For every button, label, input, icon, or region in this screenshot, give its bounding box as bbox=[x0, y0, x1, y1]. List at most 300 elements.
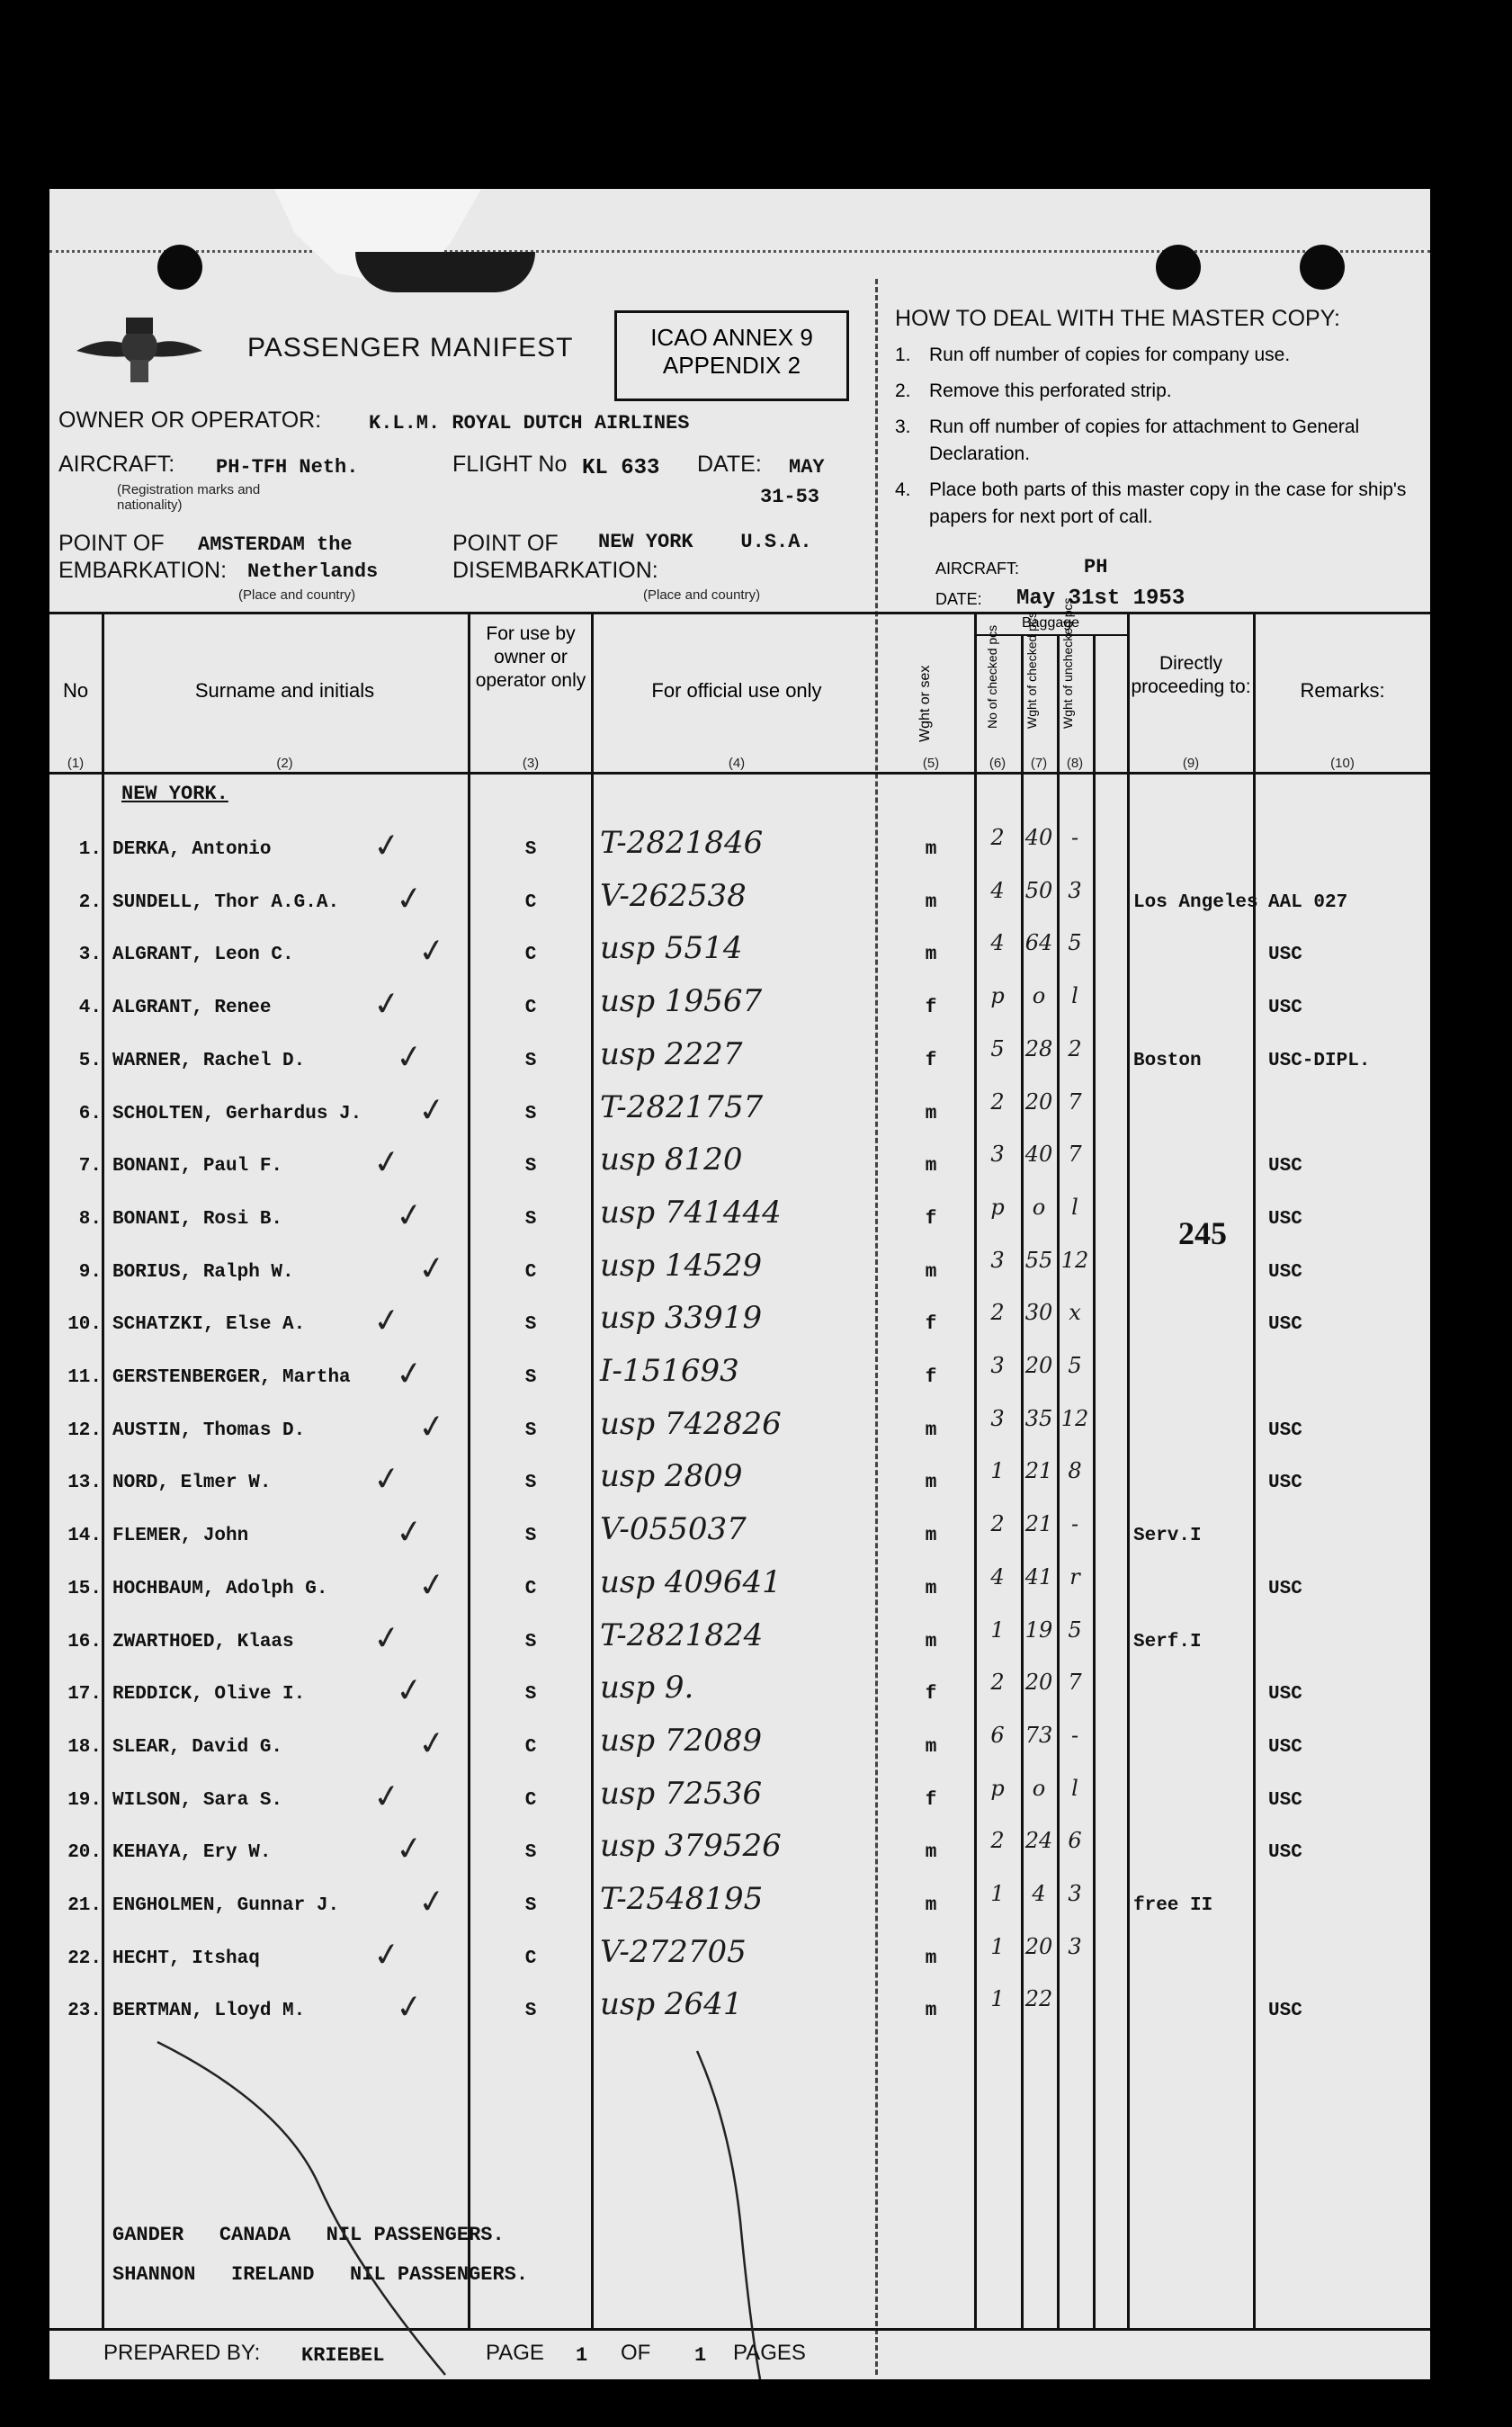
cell-name: WILSON, Sara S. bbox=[112, 1789, 283, 1811]
cell-unch: r bbox=[1069, 1563, 1080, 1590]
cell-unch: 3 bbox=[1068, 877, 1082, 903]
cell-name: BONANI, Rosi B. bbox=[112, 1208, 283, 1230]
page-label: PAGE bbox=[486, 2341, 544, 2365]
cell-use: C bbox=[524, 1948, 537, 1969]
embark-value-1: AMSTERDAM the bbox=[198, 533, 353, 556]
cell-use: S bbox=[524, 1473, 537, 1494]
cell-name: SUNDELL, Thor A.G.A. bbox=[112, 891, 340, 913]
disembark-note: (Place and country) bbox=[643, 587, 761, 603]
cell-official: I-151693 bbox=[600, 1353, 739, 1389]
cell-unch: 8 bbox=[1068, 1458, 1082, 1484]
instr-aircraft-label: AIRCRAFT: bbox=[935, 560, 1020, 578]
cell-sex: m bbox=[925, 1419, 937, 1441]
cell-use: S bbox=[524, 1314, 537, 1336]
cell-no: 18. bbox=[67, 1736, 102, 1758]
cell-wt: 21 bbox=[1024, 1458, 1053, 1484]
cell-wt: 30 bbox=[1024, 1300, 1053, 1326]
cell-sex: f bbox=[925, 1208, 937, 1230]
cell-pcs: 1 bbox=[990, 1986, 1005, 2012]
owner-label: OWNER OR OPERATOR: bbox=[58, 407, 322, 433]
table-row bbox=[49, 1088, 1430, 1149]
cell-no: 21. bbox=[67, 1895, 102, 1916]
nil-line-gander: GANDER CANADA NIL PASSENGERS. bbox=[112, 2224, 505, 2246]
punch-hole bbox=[157, 245, 202, 290]
cell-no: 2. bbox=[78, 891, 102, 913]
cell-name: NORD, Elmer W. bbox=[112, 1473, 272, 1494]
cell-sex: m bbox=[925, 1948, 937, 1969]
total-annotation: 245 bbox=[1178, 1215, 1227, 1251]
cell-dest: free II bbox=[1133, 1895, 1213, 1916]
cell-unch: 5 bbox=[1068, 930, 1082, 956]
instr-date-label: DATE: bbox=[935, 590, 982, 608]
check-mark-icon: ✓ bbox=[393, 1353, 425, 1393]
cell-name: HECHT, Itshaq bbox=[112, 1948, 260, 1969]
cell-remarks: USC bbox=[1268, 1419, 1302, 1441]
cell-official: V-272705 bbox=[600, 1933, 747, 1970]
cell-wt: 50 bbox=[1024, 877, 1053, 903]
cell-name: FLEMER, John bbox=[112, 1526, 249, 1547]
table-row bbox=[49, 825, 1430, 884]
cell-name: ALGRANT, Leon C. bbox=[112, 945, 294, 966]
cell-no: 6. bbox=[78, 1103, 102, 1124]
cell-official: T-2548195 bbox=[600, 1881, 764, 1917]
cell-no: 7. bbox=[78, 1156, 102, 1178]
cell-pcs: 2 bbox=[990, 825, 1005, 850]
cell-unch: 7 bbox=[1068, 1142, 1082, 1168]
check-mark-icon: ✓ bbox=[416, 1088, 448, 1130]
cell-no: 12. bbox=[67, 1419, 102, 1441]
cell-pcs: 3 bbox=[990, 1405, 1005, 1431]
embark-label-2: EMBARKATION: bbox=[58, 558, 228, 583]
section-heading: NEW YORK. bbox=[121, 783, 228, 805]
aircraft-note: (Registration marks and nationality) bbox=[117, 482, 261, 513]
cell-unch: 5 bbox=[1068, 1353, 1082, 1378]
cell-official: usp 72089 bbox=[600, 1722, 763, 1759]
cell-sex: m bbox=[925, 1526, 937, 1547]
of-value: 1 bbox=[694, 2344, 707, 2367]
cell-dest: Los Angeles bbox=[1133, 891, 1258, 913]
cell-use: S bbox=[524, 1631, 537, 1652]
cell-use: C bbox=[524, 945, 537, 966]
cell-no: 3. bbox=[78, 945, 102, 966]
cell-name: BERTMAN, Lloyd M. bbox=[112, 2001, 306, 2022]
aircraft-value: PH-TFH Neth. bbox=[216, 456, 359, 479]
cell-official: usp 33919 bbox=[600, 1300, 763, 1337]
cell-official: usp 14529 bbox=[600, 1247, 763, 1284]
col-no-num: (1) bbox=[67, 756, 85, 771]
cell-official: T-2821757 bbox=[600, 1088, 764, 1125]
check-mark-icon: ✓ bbox=[416, 1881, 448, 1921]
cell-pcs: 2 bbox=[990, 1088, 1005, 1115]
check-mark-icon: ✓ bbox=[371, 1775, 403, 1816]
col-bag-unchecked: Wght of unchecked pcs bbox=[1060, 597, 1075, 729]
cell-name: KEHAYA, Ery W. bbox=[112, 1842, 272, 1864]
cell-use: S bbox=[524, 1526, 537, 1547]
instruction-text: Remove this perforated strip. bbox=[929, 381, 1172, 401]
pen-strokes bbox=[49, 2006, 859, 2384]
instruction-item bbox=[895, 378, 1417, 405]
instruction-item bbox=[895, 477, 1417, 531]
flight-label: FLIGHT No bbox=[452, 452, 568, 477]
cell-sex: m bbox=[925, 1103, 937, 1124]
table-row bbox=[49, 1300, 1430, 1359]
cell-unch: 7 bbox=[1068, 1088, 1082, 1115]
cell-remarks: USC bbox=[1268, 1842, 1302, 1864]
aircraft-label: AIRCRAFT: bbox=[58, 452, 175, 477]
table-row bbox=[49, 930, 1430, 990]
cell-wt: 73 bbox=[1024, 1722, 1053, 1748]
cell-remarks: USC bbox=[1268, 998, 1302, 1019]
cell-no: 13. bbox=[67, 1473, 102, 1494]
check-mark-icon: ✓ bbox=[416, 1563, 448, 1605]
table-row bbox=[49, 1617, 1430, 1677]
check-mark-icon: ✓ bbox=[371, 983, 403, 1024]
cell-sex: m bbox=[925, 2001, 937, 2022]
col-owner-use-num: (3) bbox=[522, 756, 540, 771]
cell-sex: m bbox=[925, 1842, 937, 1864]
cell-sex: f bbox=[925, 998, 937, 1019]
cell-wt: 19 bbox=[1024, 1617, 1053, 1643]
cell-unch: 6 bbox=[1068, 1828, 1082, 1854]
cell-wt: 22 bbox=[1024, 1986, 1053, 2012]
table-row bbox=[49, 1458, 1430, 1518]
table-row bbox=[49, 1670, 1430, 1729]
date-value-2: 31-53 bbox=[760, 486, 820, 508]
disembark-label-1: POINT OF bbox=[452, 531, 559, 556]
cell-no: 15. bbox=[67, 1578, 102, 1599]
cell-official: usp 2641 bbox=[600, 1986, 743, 2023]
cell-official: usp 9. bbox=[600, 1670, 694, 1706]
check-mark-icon: ✓ bbox=[393, 1670, 425, 1711]
cell-official: usp 2227 bbox=[600, 1035, 743, 1072]
cell-no: 4. bbox=[78, 998, 102, 1019]
cell-sex: f bbox=[925, 1314, 937, 1336]
cell-remarks: AAL 027 bbox=[1268, 891, 1348, 913]
instruction-item bbox=[895, 342, 1417, 369]
cell-official: V-262538 bbox=[600, 877, 747, 914]
cell-wt: 64 bbox=[1024, 930, 1053, 956]
page-value: 1 bbox=[576, 2344, 588, 2367]
icao-line2: APPENDIX 2 bbox=[662, 352, 801, 379]
col-bag-weight-num: (7) bbox=[1030, 756, 1048, 771]
cell-unch: - bbox=[1070, 825, 1079, 850]
cell-no: 5. bbox=[78, 1050, 102, 1071]
instr-date-value: May 31st 1953 bbox=[1016, 587, 1185, 611]
cell-pcs: 2 bbox=[990, 1670, 1005, 1696]
cell-official: usp 5514 bbox=[600, 930, 743, 967]
col-surname: Surname and initials bbox=[194, 679, 375, 702]
instruction-num: 3. bbox=[895, 416, 911, 437]
cell-use: S bbox=[524, 1842, 537, 1864]
cell-pcs: 1 bbox=[990, 1881, 1005, 1906]
cell-unch: 12 bbox=[1060, 1405, 1089, 1431]
cell-pcs: 1 bbox=[990, 1458, 1005, 1484]
instructions-list bbox=[895, 342, 1417, 531]
table-row bbox=[49, 1775, 1430, 1835]
cell-pcs: 1 bbox=[990, 1617, 1005, 1643]
cell-wt: o bbox=[1032, 983, 1046, 1009]
cell-use: S bbox=[524, 2001, 537, 2022]
instruction-num: 2. bbox=[895, 381, 911, 401]
table-row bbox=[49, 1828, 1430, 1887]
cell-name: REDDICK, Olive I. bbox=[112, 1684, 306, 1706]
cell-name: BONANI, Paul F. bbox=[112, 1156, 283, 1178]
cell-unch: 7 bbox=[1068, 1670, 1082, 1696]
punch-hole bbox=[1156, 245, 1201, 290]
cell-sex: m bbox=[925, 1736, 937, 1758]
col-directly-num: (9) bbox=[1182, 756, 1200, 771]
instructions-title: HOW TO DEAL WITH THE MASTER COPY: bbox=[895, 306, 1340, 331]
date-label: DATE: bbox=[697, 452, 762, 477]
cell-sex: m bbox=[925, 1261, 937, 1283]
col-directly: Directly proceeding to: bbox=[1131, 653, 1251, 697]
cell-unch: 3 bbox=[1068, 1933, 1082, 1959]
cell-pcs: p bbox=[990, 1775, 1005, 1801]
cell-use: S bbox=[524, 1895, 537, 1916]
cell-dest: Boston bbox=[1133, 1050, 1202, 1071]
owner-value: K.L.M. ROYAL DUTCH AIRLINES bbox=[369, 412, 690, 434]
table-row bbox=[49, 1722, 1430, 1782]
cell-wt: 4 bbox=[1032, 1881, 1046, 1906]
cell-wt: 20 bbox=[1024, 1088, 1053, 1115]
cell-official: usp 741444 bbox=[600, 1194, 782, 1231]
cell-use: C bbox=[524, 1261, 537, 1283]
cell-unch: - bbox=[1070, 1511, 1079, 1537]
cell-sex: m bbox=[925, 839, 937, 860]
cell-pcs: p bbox=[990, 983, 1005, 1009]
col-bag-weight: Wght of checked pcs bbox=[1024, 612, 1039, 729]
table-top-rule bbox=[49, 612, 1430, 614]
icao-line1: ICAO ANNEX 9 bbox=[650, 324, 813, 351]
check-mark-icon: ✓ bbox=[393, 1986, 425, 2028]
cell-sex: f bbox=[925, 1684, 937, 1706]
cell-no: 16. bbox=[67, 1631, 102, 1652]
check-mark-icon: ✓ bbox=[393, 1511, 425, 1552]
cell-sex: m bbox=[925, 1578, 937, 1599]
cell-sex: m bbox=[925, 1895, 937, 1916]
cell-use: S bbox=[524, 1684, 537, 1706]
cell-official: usp 72536 bbox=[600, 1775, 763, 1812]
check-mark-icon: ✓ bbox=[393, 1035, 425, 1077]
table-row bbox=[49, 1142, 1430, 1201]
cell-remarks: USC bbox=[1268, 1684, 1302, 1706]
cell-unch: - bbox=[1070, 1722, 1079, 1748]
embark-value-2: Netherlands bbox=[247, 560, 379, 583]
cell-unch: 2 bbox=[1068, 1035, 1082, 1061]
instruction-text: Place both parts of this master copy in the case for ship's papers for next port of call. bbox=[929, 479, 1407, 527]
cell-wt: 20 bbox=[1024, 1933, 1053, 1959]
cell-no: 8. bbox=[78, 1208, 102, 1230]
cell-wt: 20 bbox=[1024, 1670, 1053, 1696]
cell-remarks: USC-DIPL. bbox=[1268, 1050, 1371, 1071]
cell-pcs: 3 bbox=[990, 1353, 1005, 1378]
cell-unch: l bbox=[1071, 1194, 1078, 1220]
cell-pcs: 4 bbox=[990, 877, 1005, 903]
cell-use: S bbox=[524, 1367, 537, 1388]
cell-remarks: USC bbox=[1268, 1789, 1302, 1811]
table-row bbox=[49, 877, 1430, 937]
cell-pcs: 4 bbox=[990, 1563, 1005, 1590]
cell-remarks: USC bbox=[1268, 1578, 1302, 1599]
table-row bbox=[49, 1035, 1430, 1096]
icao-box bbox=[614, 310, 849, 401]
cell-wt: 40 bbox=[1024, 1142, 1053, 1168]
cell-wt: 35 bbox=[1024, 1405, 1053, 1431]
cell-sex: m bbox=[925, 945, 937, 966]
cell-remarks: USC bbox=[1268, 1156, 1302, 1178]
cell-use: S bbox=[524, 1050, 537, 1071]
cell-remarks: USC bbox=[1268, 1314, 1302, 1336]
instruction-item bbox=[895, 414, 1417, 468]
cell-use: S bbox=[524, 1208, 537, 1230]
check-mark-icon: ✓ bbox=[371, 1933, 403, 1975]
cell-name: SCHATZKI, Else A. bbox=[112, 1314, 306, 1336]
col-owner-use: For use by owner or operator only bbox=[475, 623, 586, 691]
manifest-title: PASSENGER MANIFEST bbox=[247, 333, 574, 363]
embark-label-1: POINT OF bbox=[58, 531, 165, 556]
check-mark-icon: ✓ bbox=[371, 1617, 403, 1658]
table-row bbox=[49, 1247, 1430, 1307]
col-official: For official use only bbox=[651, 679, 822, 702]
col-no: No bbox=[62, 679, 89, 702]
cell-use: C bbox=[524, 1789, 537, 1811]
cell-sex: f bbox=[925, 1367, 937, 1388]
cell-wt: 55 bbox=[1024, 1247, 1053, 1273]
check-mark-icon: ✓ bbox=[371, 825, 403, 865]
cell-dest: Serv.I bbox=[1133, 1526, 1202, 1547]
cell-no: 17. bbox=[67, 1684, 102, 1706]
cell-wt: 40 bbox=[1024, 825, 1053, 850]
cell-remarks: USC bbox=[1268, 2001, 1302, 2022]
cell-pcs: 3 bbox=[990, 1247, 1005, 1273]
instruction-num: 4. bbox=[895, 479, 911, 500]
cell-no: 9. bbox=[78, 1261, 102, 1283]
check-mark-icon: ✓ bbox=[393, 1828, 425, 1869]
cell-name: SCHOLTEN, Gerhardus J. bbox=[112, 1103, 362, 1124]
cell-sex: m bbox=[925, 1156, 937, 1178]
cell-remarks: USC bbox=[1268, 1473, 1302, 1494]
cell-name: ENGHOLMEN, Gunnar J. bbox=[112, 1895, 340, 1916]
table-row bbox=[49, 1353, 1430, 1412]
cell-official: T-2821846 bbox=[600, 825, 764, 861]
cell-pcs: 5 bbox=[990, 1035, 1005, 1061]
cell-use: S bbox=[524, 1419, 537, 1441]
check-mark-icon: ✓ bbox=[416, 930, 448, 972]
cell-pcs: 2 bbox=[990, 1828, 1005, 1854]
cell-unch: l bbox=[1071, 983, 1078, 1009]
cell-use: S bbox=[524, 1103, 537, 1124]
cell-official: V-055037 bbox=[600, 1511, 747, 1548]
embark-note: (Place and country) bbox=[238, 587, 356, 603]
cell-name: WARNER, Rachel D. bbox=[112, 1050, 306, 1071]
check-mark-icon: ✓ bbox=[416, 1722, 448, 1763]
manifest-sheet bbox=[49, 189, 1430, 2379]
cell-pcs: 3 bbox=[990, 1142, 1005, 1168]
cell-use: C bbox=[524, 1578, 537, 1599]
cell-unch: 12 bbox=[1060, 1247, 1089, 1273]
cell-remarks: USC bbox=[1268, 945, 1302, 966]
cell-official: T-2821824 bbox=[600, 1617, 764, 1653]
cell-official: usp 409641 bbox=[600, 1563, 782, 1600]
cell-wt: 41 bbox=[1024, 1563, 1053, 1590]
cell-official: usp 2809 bbox=[600, 1458, 743, 1495]
col-surname-num: (2) bbox=[276, 756, 293, 771]
cell-name: HOCHBAUM, Adolph G. bbox=[112, 1578, 328, 1599]
cell-use: C bbox=[524, 1736, 537, 1758]
cell-pcs: 6 bbox=[990, 1722, 1005, 1748]
table-row bbox=[49, 1405, 1430, 1465]
col-remarks-num: (10) bbox=[1330, 756, 1355, 771]
check-mark-icon: ✓ bbox=[416, 1247, 448, 1288]
cell-no: 19. bbox=[67, 1789, 102, 1811]
table-row bbox=[49, 983, 1430, 1043]
col-bag-checked: No of checked pcs bbox=[985, 624, 999, 729]
col-remarks: Remarks: bbox=[1300, 679, 1385, 702]
cell-no: 20. bbox=[67, 1842, 102, 1864]
disembark-value: NEW YORK U.S.A. bbox=[598, 531, 812, 553]
cell-sex: m bbox=[925, 1473, 937, 1494]
cell-wt: 20 bbox=[1024, 1353, 1053, 1378]
table-row bbox=[49, 1881, 1430, 1940]
check-mark-icon: ✓ bbox=[371, 1300, 403, 1341]
cell-no: 11. bbox=[67, 1367, 102, 1388]
punch-hole bbox=[1300, 245, 1345, 290]
cell-wt: o bbox=[1032, 1194, 1046, 1220]
cell-unch: x bbox=[1069, 1300, 1081, 1326]
cell-dest: Serf.I bbox=[1133, 1631, 1202, 1652]
cell-use: C bbox=[524, 998, 537, 1019]
klm-crown-logo-icon bbox=[72, 310, 207, 391]
table-row bbox=[49, 1563, 1430, 1624]
cell-sex: m bbox=[925, 1631, 937, 1652]
check-mark-icon: ✓ bbox=[393, 1194, 425, 1235]
cell-use: C bbox=[524, 891, 537, 913]
cell-no: 22. bbox=[67, 1948, 102, 1969]
cell-pcs: p bbox=[990, 1194, 1005, 1220]
disembark-label-2: DISEMBARKATION: bbox=[452, 558, 658, 583]
col-bag-checked-num: (6) bbox=[989, 756, 1007, 771]
cell-wt: 24 bbox=[1024, 1828, 1053, 1854]
cell-sex: f bbox=[925, 1789, 937, 1811]
torn-shadow bbox=[355, 252, 535, 292]
cell-unch: 5 bbox=[1068, 1617, 1082, 1643]
pages-label: PAGES bbox=[733, 2341, 806, 2365]
cell-wt: o bbox=[1032, 1775, 1046, 1801]
cell-wt: 21 bbox=[1024, 1511, 1053, 1537]
cell-name: DERKA, Antonio bbox=[112, 839, 272, 860]
col-bag-unchecked-num: (8) bbox=[1066, 756, 1084, 771]
cell-no: 1. bbox=[78, 839, 102, 860]
cell-no: 10. bbox=[67, 1314, 102, 1336]
table-header-rule bbox=[49, 772, 1430, 775]
cell-name: BORIUS, Ralph W. bbox=[112, 1261, 294, 1283]
table-row bbox=[49, 1933, 1430, 1993]
cell-unch: l bbox=[1071, 1775, 1078, 1801]
cell-pcs: 4 bbox=[990, 930, 1005, 956]
cell-name: GERSTENBERGER, Martha bbox=[112, 1367, 351, 1388]
check-mark-icon: ✓ bbox=[371, 1142, 403, 1183]
cell-official: usp 742826 bbox=[600, 1405, 782, 1442]
cell-use: S bbox=[524, 1156, 537, 1178]
col-weight: Wght or sex bbox=[917, 665, 933, 742]
col-baggage: Baggage bbox=[1021, 615, 1080, 631]
col-official-num: (4) bbox=[728, 756, 746, 771]
cell-sex: m bbox=[925, 891, 937, 913]
cell-official: usp 19567 bbox=[600, 983, 763, 1020]
cell-remarks: USC bbox=[1268, 1261, 1302, 1283]
instruction-text: Run off number of copies for company use. bbox=[929, 345, 1291, 365]
nil-line-shannon: SHANNON IRELAND NIL PASSENGERS. bbox=[112, 2263, 529, 2286]
